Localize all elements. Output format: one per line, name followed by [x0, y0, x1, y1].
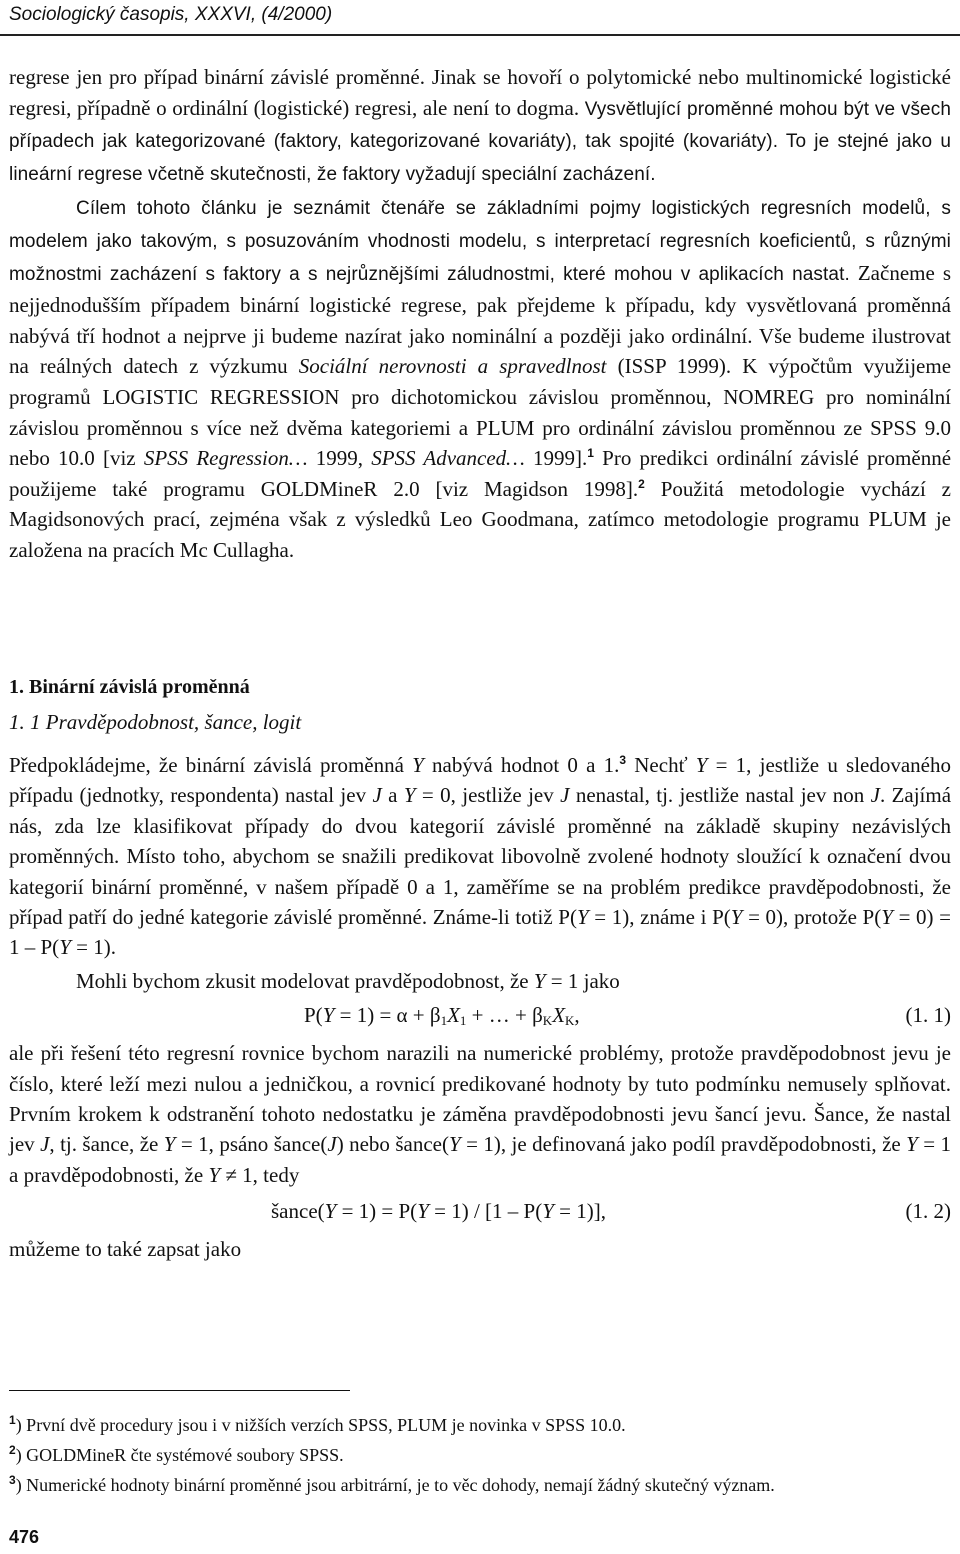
text-fragment: Nechť: [634, 753, 688, 777]
paragraph-odds: [9, 1038, 951, 1190]
text-fragment: a: [388, 783, 398, 808]
footnote-3-mark: 3: [9, 1473, 16, 1487]
text-fragment: ) nebo šance(: [336, 1132, 449, 1157]
text-fragment: , tj. šance, že: [49, 1132, 159, 1157]
event-j: J: [560, 783, 570, 808]
equation-1-2-number: (1. 2): [905, 1199, 951, 1224]
variable-y: Y: [533, 968, 546, 993]
variable-y: Y: [448, 1132, 461, 1157]
aims-text-a: Začneme s nejjednodušším případem binární logistické regrese, pak přejdeme k případu, kdy vysvětlovaná proměnná nabývá tří hodnot a nejprve ji budeme nazírat jako nominální a později jako ordinální. Vše budeme ilustrovat na reálných datech z výzkumu: [9, 260, 951, 379]
text-fragment: Předpokládejme, že binární závislá proměnná: [9, 753, 404, 777]
aims-sans-text: Cílem tohoto článku je seznámit čtenáře se základními pojmy logistických regresních modelů, s modelem jako takovým, s posuzováním vhodnosti modelu, s interpretací regresních koeficientů, s různými možnostmi zacházení s faktory a s nejrůznějšími záludnostmi, které mohou v aplikacích nastat.: [9, 198, 951, 285]
footnote-3-text: ) Numerické hodnoty binární proměnné jsou arbitrární, je to věc dohody, nemají žádný skutečný význam.: [15, 1475, 775, 1495]
equation-1-1-formula: $P(Y = 1) = \alpha + \beta_1X_1$ + … + $\beta_KX_K$,: [304, 1003, 580, 1029]
text-fragment: . Zajímá nás, zda lze klasifikovat případy do dvou kategorií závislé proměnné na základě skupiny nezávislých proměnných. Místo toho, abychom se snažili predikovat libovolně zvolené hodnoty sloužící k označení dvou kategorií binární proměnné, v našem případě 0 a 1, zaměříme se na problém predikce pravděpodobnosti, že případ patří do jedné kategorie závislé proměnné. Známe-li totiž P(: [9, 783, 952, 930]
reference-spss-regression: SPSS Regression…: [143, 446, 308, 471]
reference-spss-advanced: SPSS Advanced…: [371, 446, 525, 471]
subsection-title: 1. 1 Pravděpodobnost, šance, logit: [9, 710, 302, 734]
footnotes: [9, 1410, 951, 1500]
intro-sans-text: Vysvětlující proměnné mohou být ve všech případech jak kategorizované (faktory, kategorizované kovariáty), tak spojité (kovariáty). To je stejné jako u lineární regrese včetně skutečnosti, že faktory vyžadují speciální zacházení.: [9, 98, 951, 185]
footnote-2-mark: 2: [9, 1443, 16, 1457]
text-fragment: = 1 jako: [550, 968, 620, 993]
variable-y: Y: [906, 1132, 918, 1157]
footnote-divider: [9, 1390, 350, 1391]
variable-y: Y: [695, 753, 708, 777]
text-fragment: = 0, jestliže jev: [421, 783, 554, 808]
paragraph-binary-variable: [9, 750, 951, 963]
footnote-1-mark: 1: [9, 1413, 16, 1427]
paragraph-closing: můžeme to také zapsat jako: [9, 1237, 242, 1262]
article-body-section: [9, 750, 951, 1265]
equation-1-2: [9, 1196, 951, 1234]
footnote-2: [9, 1440, 951, 1470]
reference-year-2: 1999].: [533, 446, 588, 471]
journal-running-header: Sociologický časopis, XXXVI, (4/2000): [9, 4, 333, 25]
text-fragment: = 1 a pravděpodobnosti, že: [9, 1132, 952, 1187]
text-fragment: = 1).: [76, 935, 116, 960]
text-fragment: = 1, jestliže u sledovaného případu (jednotky, respondenta) nastal jev: [9, 753, 951, 808]
reference-year-1: 1999,: [315, 446, 364, 471]
equation-1-1-number: (1. 1): [905, 1003, 951, 1028]
page-number: 476: [9, 1527, 40, 1547]
paragraph-intro: [9, 62, 951, 190]
text-fragment: ≠ 1, tedy: [225, 1162, 300, 1187]
text-fragment: = 0) = 1 – P(: [9, 905, 952, 960]
footnote-1-text: ) První dvě procedury jsou i v nižších verzích SPSS, PLUM je novinka v SPSS 10.0.: [15, 1415, 626, 1435]
paragraph-model-intro: [9, 966, 951, 996]
footnote-marker-2[interactable]: 2: [638, 476, 645, 491]
aims-text-b: (ISSP 1999). K výpočtům využijeme programů LOGISTIC REGRESSION pro dichotomickou závislou proměnnou, NOMREG pro nominální závislou proměnnou s více než dvěma kategoriemi a PLUM pro ordinální závislou proměnnou ze SPSS 9.0 nebo 10.0 [viz: [9, 354, 952, 471]
footnote-marker-1[interactable]: 1: [587, 446, 594, 461]
text-fragment: Mohli bychom zkusit modelovat pravděpodobnost, že: [76, 968, 529, 993]
event-j: J: [372, 783, 382, 808]
section-title: 1. Binární závislá proměnná: [9, 676, 250, 698]
variable-y: Y: [412, 753, 424, 777]
footnote-1: [9, 1410, 951, 1440]
aims-text-d: Použitá metodologie vychází z Magidsonových prací, zejména však z výsledků Leo Goodmana, zatímco metodologie programu PLUM je založena na pracích Mc Cullagha.: [9, 476, 952, 562]
footnote-marker-3[interactable]: 3: [619, 753, 627, 767]
intro-serif-text: regrese jen pro případ binární závislé proměnné. Jinak se hovoří o polytomické nebo multinomické logistické regresi, případně o ordinální (logistické) regresi, ale není to dogma.: [9, 65, 951, 120]
variable-y: Y: [576, 905, 589, 930]
variable-y: Y: [208, 1162, 221, 1187]
variable-y: Y: [881, 905, 893, 930]
paragraph-aims: [9, 192, 951, 565]
event-j: J: [870, 783, 880, 808]
footnote-3: [9, 1470, 951, 1500]
text-fragment: = 1), známe i P(: [594, 905, 731, 930]
text-fragment: nabývá hodnot 0 a 1.: [432, 753, 620, 777]
text-fragment: = 0), protože P(: [748, 905, 882, 930]
article-body-top: [9, 62, 951, 566]
event-j: J: [40, 1132, 50, 1157]
header-divider: [0, 34, 960, 36]
variable-y: Y: [403, 783, 416, 808]
footnote-2-text: ) GOLDMineR čte systémové soubory SPSS.: [15, 1445, 344, 1465]
text-fragment: nenastal, tj. jestliže nastal jev non: [575, 783, 865, 808]
text-fragment: = 1, psáno šance(: [180, 1132, 328, 1157]
text-fragment: = 1), je definovaná jako podíl pravděpodobnosti, že: [466, 1132, 901, 1157]
survey-title: Sociální nerovnosti a spravedlnost: [298, 354, 607, 379]
equation-1-2-formula: šance(Y = 1) = P(Y = 1) / [1 – P(Y = 1)],: [271, 1199, 606, 1224]
text-fragment: ale při řešení této regresní rovnice bychom narazili na numerické problémy, protože pravděpodobnost jevu je číslo, které leží mezi nulou a jedničkou, a rovnicí predikované hodnoty by tuto podmínku nemusely splňovat. Prvním krokem k odstranění tohoto nedostatku je záměna pravděpodobnosti jevu šancí jevu. Šance, že nastal jev: [9, 1041, 951, 1157]
equation-1-1: [9, 1000, 951, 1038]
variable-y: Y: [163, 1132, 176, 1157]
event-j: J: [327, 1132, 337, 1157]
variable-y: Y: [730, 905, 743, 930]
aims-text-c: Pro predikci ordinální závislé proměnné použijeme také programu GOLDMineR 2.0 [viz Magidson 1998].: [9, 446, 952, 501]
variable-y: Y: [59, 935, 71, 960]
